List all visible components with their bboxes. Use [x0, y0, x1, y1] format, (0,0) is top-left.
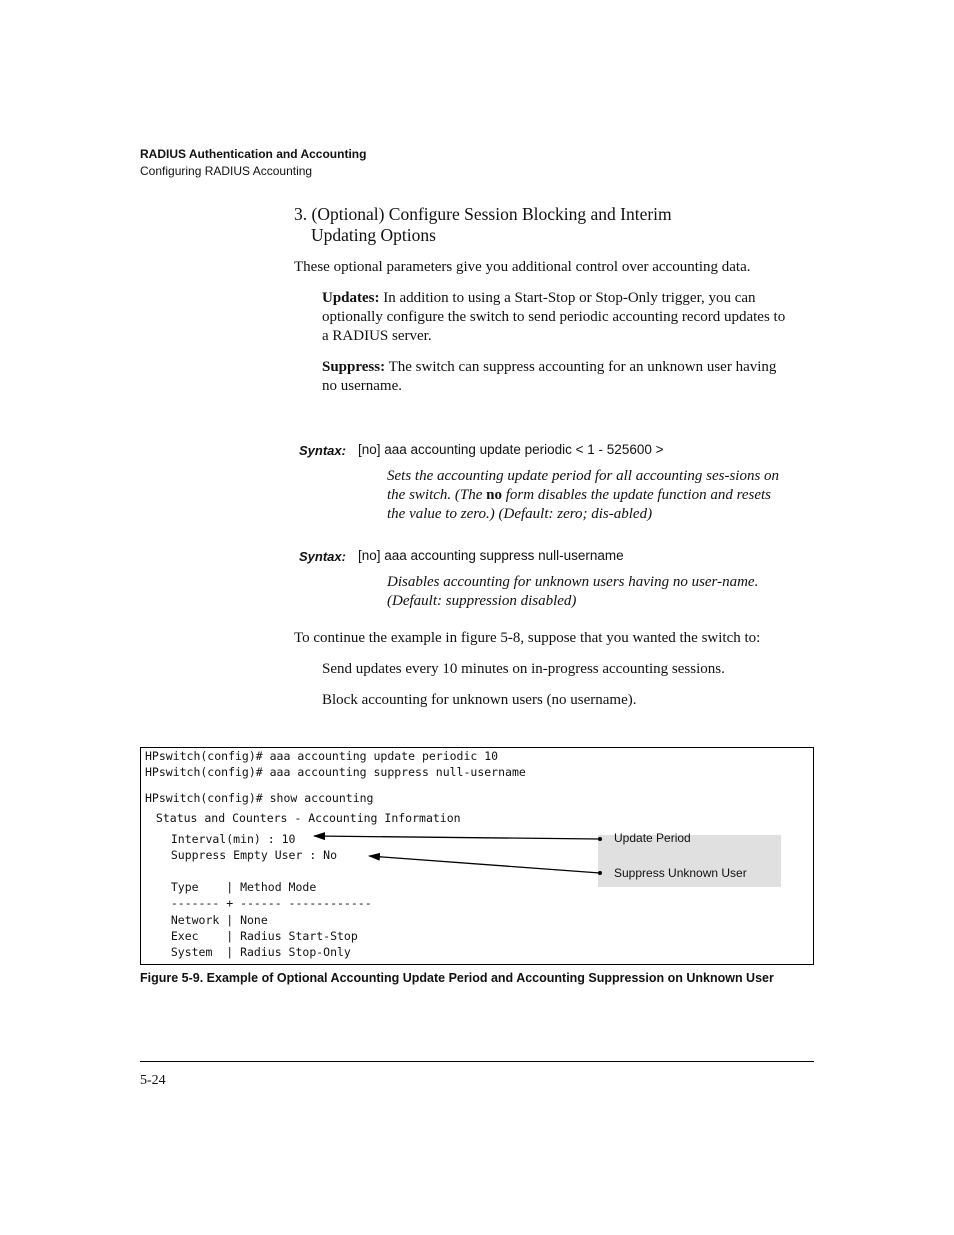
terminal-line: Status and Counters - Accounting Information — [149, 811, 461, 825]
terminal-line: HPswitch(config)# show accounting — [145, 791, 374, 805]
section-heading-line1: 3. (Optional) Configure Session Blocking and Interim — [294, 204, 672, 224]
callout-label: Update Period — [614, 831, 691, 845]
terminal-line: ------- + ------ ------------ — [157, 896, 372, 910]
section-heading-line2: Updating Options — [311, 225, 436, 245]
page-number: 5-24 — [140, 1073, 166, 1088]
callout-label: Suppress Unknown User — [614, 866, 747, 880]
suppress-label: Suppress: — [322, 359, 386, 375]
footer-rule — [140, 1061, 814, 1062]
syntax1-desc-after: form disables the update function and resets the value to zero.) (Default: zero; dis-abled) — [387, 487, 772, 522]
syntax-command: [no] aaa accounting update periodic < 1 - 525600 > — [358, 442, 664, 457]
updates-label: Updates: — [322, 290, 380, 306]
intro-paragraph: These optional parameters give you additional control over accounting data. — [294, 259, 751, 275]
terminal-line: Exec | Radius Start-Stop — [157, 929, 358, 943]
syntax-label: Syntax: — [299, 443, 346, 458]
syntax-description — [387, 467, 792, 524]
list-item: Block accounting for unknown users (no username). — [322, 692, 637, 708]
section-heading — [294, 204, 764, 246]
syntax1-desc-no-keyword: no — [486, 487, 502, 503]
syntax-command: [no] aaa accounting suppress null-username — [358, 548, 624, 563]
syntax1-desc-before: Sets the accounting update period for all accounting ses-sions on the switch. (The — [387, 468, 780, 503]
updates-text: In addition to using a Start-Stop or Stop-Only trigger, you can optionally configure the switch to send periodic accounting record updates to a RADIUS server. — [322, 290, 786, 344]
running-header-subtitle: Configuring RADIUS Accounting — [140, 164, 313, 178]
running-header-title: RADIUS Authentication and Accounting — [140, 147, 367, 161]
continue-paragraph: To continue the example in figure 5-8, suppose that you wanted the switch to: — [294, 630, 761, 646]
terminal-line: Suppress Empty User : No — [157, 848, 338, 862]
terminal-line: System | Radius Stop-Only — [157, 945, 351, 959]
syntax-description: Disables accounting for unknown users having no user-name. (Default: suppression disabled) — [387, 574, 759, 609]
suppress-paragraph — [322, 358, 792, 396]
terminal-line: Interval(min) : 10 — [157, 832, 296, 846]
terminal-line: HPswitch(config)# aaa accounting suppress null-username — [145, 765, 526, 779]
terminal-line: HPswitch(config)# aaa accounting update periodic 10 — [145, 749, 499, 763]
list-item: Send updates every 10 minutes on in-progress accounting sessions. — [322, 661, 725, 677]
updates-paragraph — [322, 289, 792, 346]
syntax-label: Syntax: — [299, 549, 346, 564]
figure-caption: Figure 5-9. Example of Optional Accounting Update Period and Accounting Suppression on Unknown User — [140, 971, 774, 985]
terminal-line: Network | None — [157, 913, 268, 927]
suppress-text: The switch can suppress accounting for an unknown user having no username. — [322, 359, 777, 394]
terminal-line: Type | Method Mode — [157, 880, 317, 894]
